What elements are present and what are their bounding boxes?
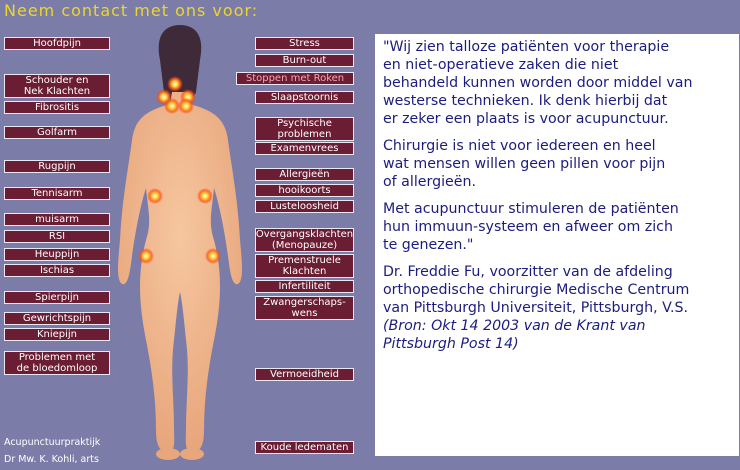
menu-item-zwangerschapswens[interactable]: Zwangerschaps- wens — [255, 296, 354, 320]
menu-item-rsi[interactable]: RSI — [4, 230, 110, 243]
menu-item-gewrichtspijn[interactable]: Gewrichtspijn — [4, 312, 110, 325]
acupoint-marker — [205, 248, 221, 264]
practitioner-name: Dr Mw. K. Kohli, arts — [4, 454, 99, 465]
body-silhouette — [118, 25, 242, 460]
quote-paragraph: Chirurgie is niet voor iedereen en heel wat mensen willen geen pillen voor pijn of allergieën. — [383, 138, 666, 190]
menu-item-overgangsklachten[interactable]: Overgangsklachten (Menopauze) — [255, 229, 354, 251]
menu-item-infertiliteit[interactable]: Infertiliteit — [255, 280, 354, 293]
menu-item-stress[interactable]: Stress — [255, 37, 354, 50]
menu-item-slaapstoornis[interactable]: Slaapstoornis — [255, 91, 354, 104]
menu-item-golfarm[interactable]: Golfarm — [4, 126, 110, 139]
menu-item-hoofdpijn[interactable]: Hoofdpijn — [4, 37, 110, 50]
menu-item-rugpijn[interactable]: Rugpijn — [4, 160, 110, 173]
menu-item-psychische-problemen[interactable]: Psychische problemen — [255, 117, 354, 141]
menu-item-examenvrees[interactable]: Examenvrees — [255, 142, 354, 155]
practice-name: Acupunctuurpraktijk — [4, 437, 101, 448]
menu-item-koude-ledematen[interactable]: Koude ledematen — [255, 441, 354, 454]
page-title: Neem contact met ons voor: — [4, 1, 259, 20]
acupoint-marker — [164, 98, 180, 114]
menu-item-stoppen-met-roken[interactable]: Stoppen met Roken — [236, 72, 354, 85]
menu-item-heuppijn[interactable]: Heuppijn — [4, 248, 110, 261]
quote-attribution: Dr. Freddie Fu, voorzitter van de afdeling orthopedische chirurgie Medische Centrum van Pittsburgh Universiteit, Pittsburgh, V.S. — [383, 264, 690, 316]
quote-panel — [375, 34, 739, 456]
menu-item-hooikoorts[interactable]: hooikoorts — [255, 184, 354, 197]
menu-item-spierpijn[interactable]: Spierpijn — [4, 291, 110, 304]
acupoint-marker — [138, 248, 154, 264]
menu-item-ischias[interactable]: Ischias — [4, 264, 110, 277]
menu-item-lusteloosheid[interactable]: Lusteloosheid — [255, 200, 354, 213]
acupoint-marker — [167, 76, 183, 92]
quote-paragraph: Met acupunctuur stimuleren de patiënten hun immuun-systeem en afweer om zich te genezen." — [383, 201, 679, 253]
menu-item-burn-out[interactable]: Burn-out — [255, 54, 354, 67]
menu-item-vermoeidheid[interactable]: Vermoeidheid — [255, 368, 354, 381]
menu-item-allergieen[interactable]: Allergieën — [255, 168, 354, 181]
acupoint-marker — [147, 188, 163, 204]
quote-source: (Bron: Okt 14 2003 van de Krant van Pittsburgh Post 14) — [383, 318, 646, 352]
acupoint-marker — [197, 188, 213, 204]
menu-item-tennisarm[interactable]: Tennisarm — [4, 187, 110, 200]
menu-item-kniepijn[interactable]: Kniepijn — [4, 328, 110, 341]
menu-item-fibrositis[interactable]: Fibrositis — [4, 101, 110, 114]
quote-paragraph: "Wij zien talloze patiënten voor therapie en niet-operatieve zaken die niet behandeld kunnen worden door middel van westerse technieken. Ik denk hierbij dat er zeker een plaats is voor acupunctuur. — [383, 39, 693, 127]
menu-item-schouder-nek[interactable]: Schouder en Nek Klachten — [4, 74, 110, 98]
menu-item-muisarm[interactable]: muisarm — [4, 213, 110, 226]
acupoint-marker — [178, 98, 194, 114]
menu-item-premenstruele-klachten[interactable]: Premenstruele Klachten — [255, 254, 354, 278]
menu-item-bloedomloop[interactable]: Problemen met de bloedomloop — [4, 351, 110, 375]
